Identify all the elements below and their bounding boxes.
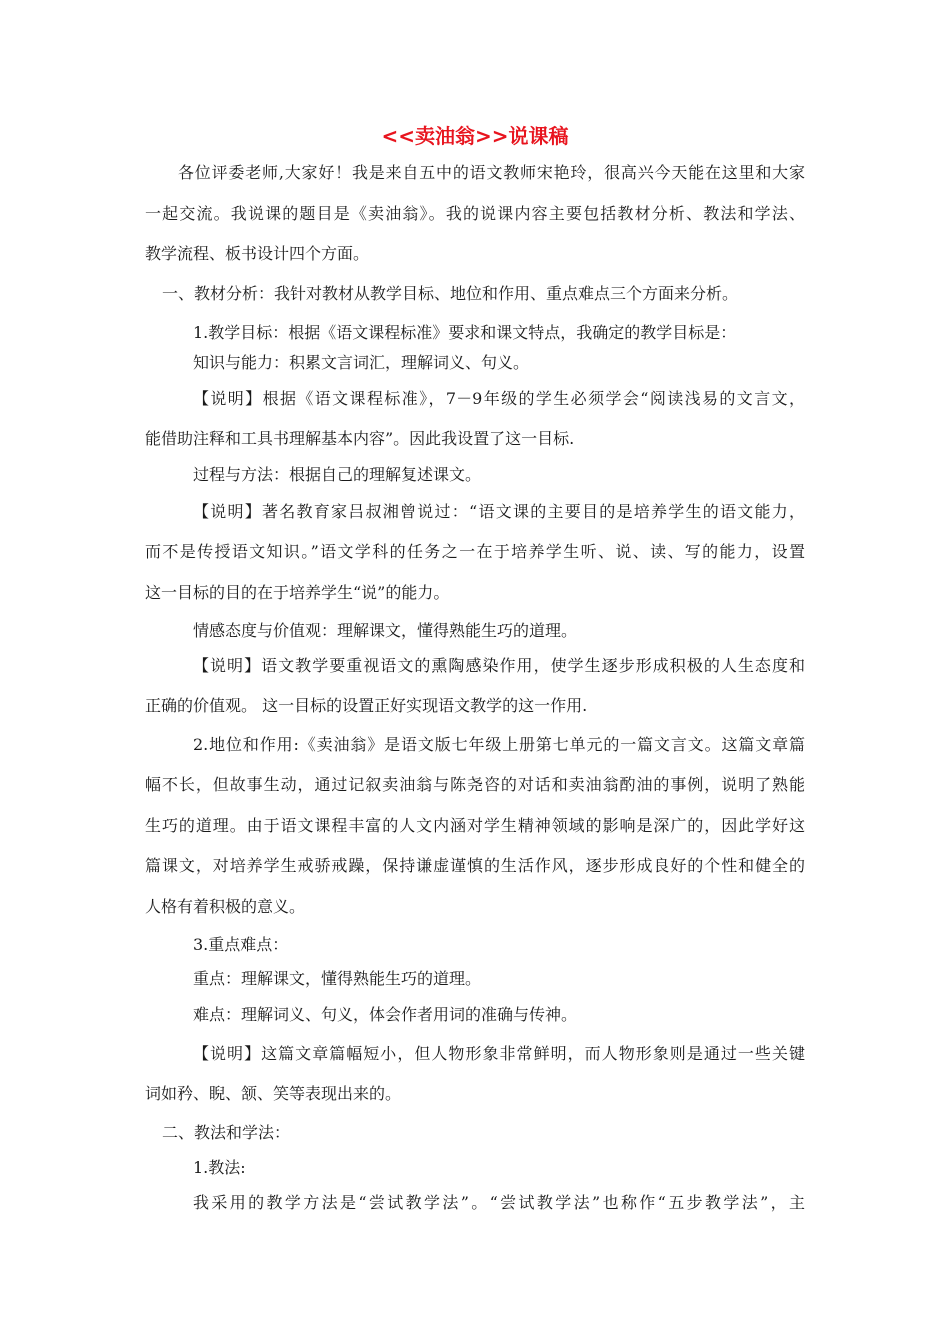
note-line: 【说明】语文教学要重视语文的熏陶感染作用，使学生逐步形成积极的人生态度和 [193,656,805,675]
paragraph-line: 难点：理解词义、句义，体会作者用词的准确与传神。 [193,1005,578,1024]
note-line: 正确的价值观。 这一目标的设置正好实现语文教学的这一作用. [145,696,588,715]
paragraph-line: 过程与方法：根据自己的理解复述课文。 [193,465,482,484]
note-line: 而不是传授语文知识。”语文学科的任务之一在于培养学生听、说、读、写的能力，设置 [145,542,805,561]
paragraph-line: 人格有着积极的意义。 [145,897,306,916]
note-line: 这一目标的目的在于培养学生“说”的能力。 [145,583,450,602]
paragraph-line: 幅不长，但故事生动，通过记叙卖油翁与陈尧咨的对话和卖油翁酌油的事例，说明了熟能 [145,775,805,794]
paragraph-line: 情感态度与价值观：理解课文，懂得熟能生巧的道理。 [193,621,578,640]
paragraph-line: 一起交流。我说课的题目是《卖油翁》。我的说课内容主要包括教材分析、教法和学法、 [145,204,805,223]
note-line: 词如矜、睨、颔、笑等表现出来的。 [145,1084,402,1103]
paragraph-line: 各位评委老师,大家好！我是来自五中的语文教师宋艳玲，很高兴今天能在这里和大家 [178,163,805,182]
paragraph-line: 教学流程、板书设计四个方面。 [145,244,370,263]
paragraph-line: 知识与能力：积累文言词汇，理解词义、句义。 [193,353,530,372]
paragraph-line: 2.地位和作用:《卖油翁》是语文版七年级上册第七单元的一篇文言文。这篇文章篇 [193,735,805,754]
section-heading: 二、教法和学法： [162,1123,291,1142]
subsection-heading: 1.教学目标：根据《语文课程标准》要求和课文特点，我确定的教学目标是： [193,323,737,342]
subsection-heading: 3.重点难点： [193,935,289,954]
paragraph-line: 篇课文，对培养学生戒骄戒躁，保持谦虚谨慎的生活作风，逐步形成良好的个性和健全的 [145,856,805,875]
document-title: <<卖油翁>>说课稿 [381,124,569,148]
note-line: 【说明】这篇文章篇幅短小，但人物形象非常鲜明，而人物形象则是通过一些关键 [193,1044,805,1063]
paragraph-line: 我采用的教学方法是“尝试教学法”。“尝试教学法”也称作“五步教学法”，主 [193,1193,805,1212]
section-heading: 一、教材分析：我针对教材从教学目标、地位和作用、重点难点三个方面来分析。 [162,284,739,303]
note-line: 【说明】著名教育家吕叔湘曾说过：“语文课的主要目的是培养学生的语文能力， [193,502,805,521]
note-line: 能借助注释和工具书理解基本内容”。因此我设置了这一目标. [145,429,575,448]
subsection-heading: 1.教法: [193,1158,246,1177]
note-line: 【说明】根据《语文课程标准》，7－9年级的学生必须学会“阅读浅易的文言文， [193,389,805,408]
paragraph-line: 生巧的道理。由于语文课程丰富的人文内涵对学生精神领域的影响是深广的，因此学好这 [145,816,805,835]
paragraph-line: 重点：理解课文，懂得熟能生巧的道理。 [193,969,482,988]
